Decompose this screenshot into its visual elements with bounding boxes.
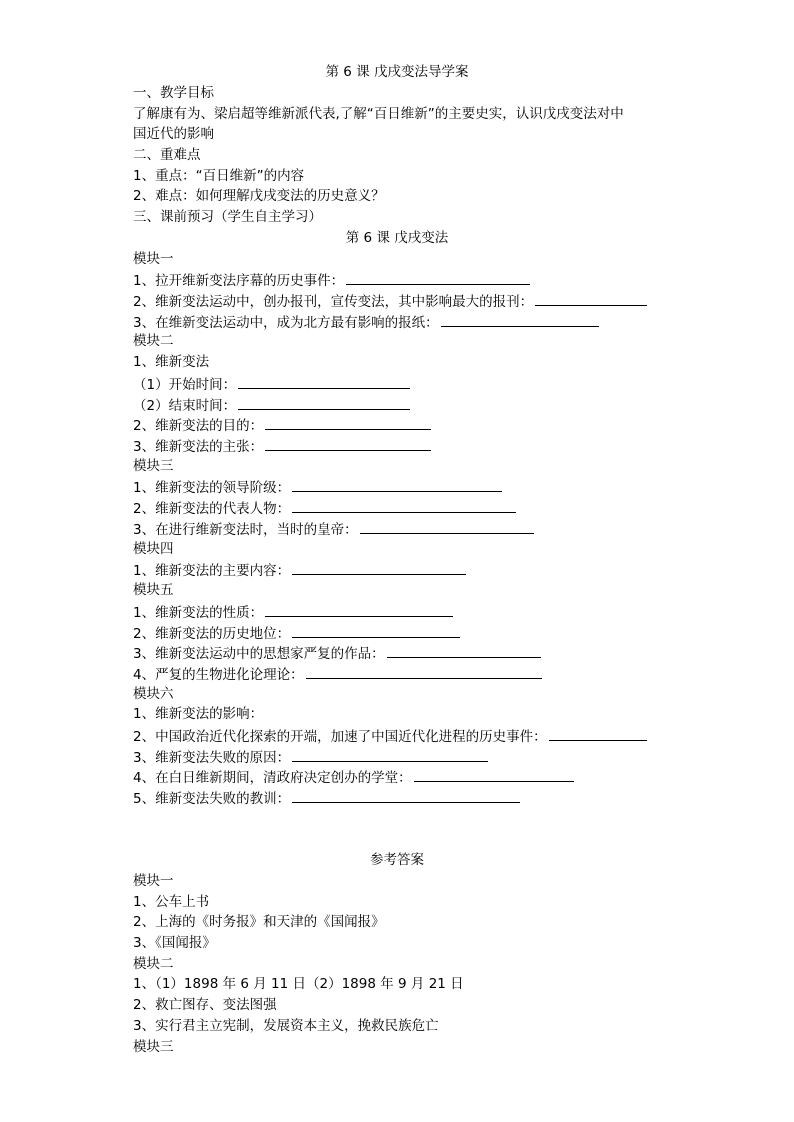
- answer-blank[interactable]: [265, 415, 431, 430]
- question-text: 1、维新变法的影响：: [133, 706, 264, 722]
- answer-blank[interactable]: [292, 788, 520, 803]
- question-item: [133, 602, 453, 622]
- question-item: [133, 312, 599, 332]
- answer-blank[interactable]: [292, 747, 488, 762]
- question-item: [133, 560, 466, 580]
- objectives-text-line2: 国近代的影响: [133, 126, 214, 142]
- question-text: 2、中国政治近代化探索的开端，加速了中国近代化进程的历史事件：: [133, 729, 547, 745]
- question-item: [133, 477, 502, 497]
- question-item: [133, 395, 410, 415]
- answer-blank[interactable]: [238, 395, 410, 410]
- question-item: [133, 726, 647, 746]
- objectives-text-line1: 了解康有为、梁启超等维新派代表,了解“百日维新”的主要史实，认识戊戌变法对中: [133, 106, 624, 122]
- difficult-point-item: 2、难点：如何理解戊戌变法的历史意义？: [133, 188, 385, 204]
- question-text: 3、维新变法运动中的思想家严复的作品：: [133, 646, 385, 662]
- question-text: 3、维新变法失败的原因：: [133, 750, 291, 766]
- answer-blank[interactable]: [346, 270, 530, 285]
- question-text: 3、维新变法的主张：: [133, 439, 264, 455]
- question-text: （2）结束时间：: [133, 398, 237, 414]
- answer-blank[interactable]: [265, 436, 431, 451]
- answers-module-title: 模块二: [133, 956, 174, 972]
- answer-blank[interactable]: [549, 726, 647, 741]
- question-item: [133, 747, 488, 767]
- question-text: 3、在进行维新变法时，当时的皇帝：: [133, 522, 358, 538]
- question-item: [133, 664, 542, 684]
- section-heading-key-points: 二、重难点: [133, 147, 201, 163]
- answer-blank[interactable]: [292, 560, 466, 575]
- answer-blank[interactable]: [535, 291, 647, 306]
- section-heading-objectives: 一、教学目标: [133, 85, 214, 101]
- question-text: 4、严复的生物进化论理论：: [133, 667, 304, 683]
- answer-blank[interactable]: [292, 498, 516, 513]
- lesson-subtitle: 第 6 课 戊戌变法: [345, 230, 449, 246]
- answer-blank[interactable]: [441, 312, 599, 327]
- answer-item: 1、公车上书: [133, 894, 210, 910]
- answer-blank[interactable]: [292, 623, 460, 638]
- document-title: 第 6 课 戊戌变法导学案: [325, 64, 469, 80]
- module-title: 模块二: [133, 333, 174, 349]
- question-text: 2、维新变法运动中，创办报刊，宣传变法，其中影响最大的报刊：: [133, 294, 534, 310]
- question-item: [133, 291, 647, 311]
- answer-item: 3、《国闻报》: [133, 935, 216, 951]
- module-title: 模块五: [133, 582, 174, 598]
- question-text: 2、维新变法的历史地位：: [133, 626, 291, 642]
- answer-blank[interactable]: [387, 643, 541, 658]
- question-text: （1）开始时间：: [133, 377, 237, 393]
- question-text: 2、维新变法的代表人物：: [133, 501, 291, 517]
- question-text: 1、维新变法的领导阶级：: [133, 480, 291, 496]
- answers-module-title: 模块一: [133, 873, 174, 889]
- answer-item: 1、（1）1898 年 6 月 11 日（2）1898 年 9 月 21 日: [133, 976, 464, 992]
- question-item: [133, 270, 530, 290]
- key-point-item: 1、重点：“百日维新”的内容: [133, 168, 305, 184]
- question-text: 1、维新变法的主要内容：: [133, 563, 291, 579]
- answer-item: 2、上海的《时务报》和天津的《国闻报》: [133, 914, 385, 930]
- answer-blank[interactable]: [306, 664, 542, 679]
- answers-title: 参考答案: [370, 852, 424, 868]
- answer-blank[interactable]: [265, 602, 453, 617]
- question-text: 5、维新变法失败的教训：: [133, 791, 291, 807]
- answer-item: 3、实行君主立宪制，发展资本主义，挽救民族危亡: [133, 1018, 439, 1034]
- question-text: 1、拉开维新变法序幕的历史事件：: [133, 273, 345, 289]
- module-title: 模块三: [133, 458, 174, 474]
- answer-blank[interactable]: [292, 477, 502, 492]
- question-item: [133, 436, 431, 456]
- question-item: [133, 519, 534, 539]
- answer-blank[interactable]: [414, 767, 574, 782]
- answer-blank[interactable]: [238, 374, 410, 389]
- module-title: 模块四: [133, 541, 174, 557]
- question-item: [133, 415, 431, 435]
- question-item: [133, 374, 410, 394]
- answers-module-title: 模块三: [133, 1039, 174, 1055]
- question-text: 3、在维新变法运动中，成为北方最有影响的报纸：: [133, 315, 439, 331]
- question-item: [133, 623, 460, 643]
- question-item: [133, 643, 541, 663]
- section-heading-preview: 三、课前预习（学生自主学习）: [133, 209, 322, 225]
- question-text: 2、维新变法的目的：: [133, 418, 264, 434]
- question-text: 4、在白日维新期间，清政府决定创办的学堂：: [133, 770, 412, 786]
- question-text: 1、维新变法的性质：: [133, 605, 264, 621]
- answer-blank[interactable]: [360, 519, 534, 534]
- question-item: [133, 767, 574, 787]
- module-title: 模块一: [133, 251, 174, 267]
- question-text: 1、维新变法: [133, 354, 210, 370]
- question-item: [133, 788, 520, 808]
- question-item: [133, 498, 516, 518]
- module-title: 模块六: [133, 686, 174, 702]
- answer-item: 2、救亡图存、变法图强: [133, 997, 277, 1013]
